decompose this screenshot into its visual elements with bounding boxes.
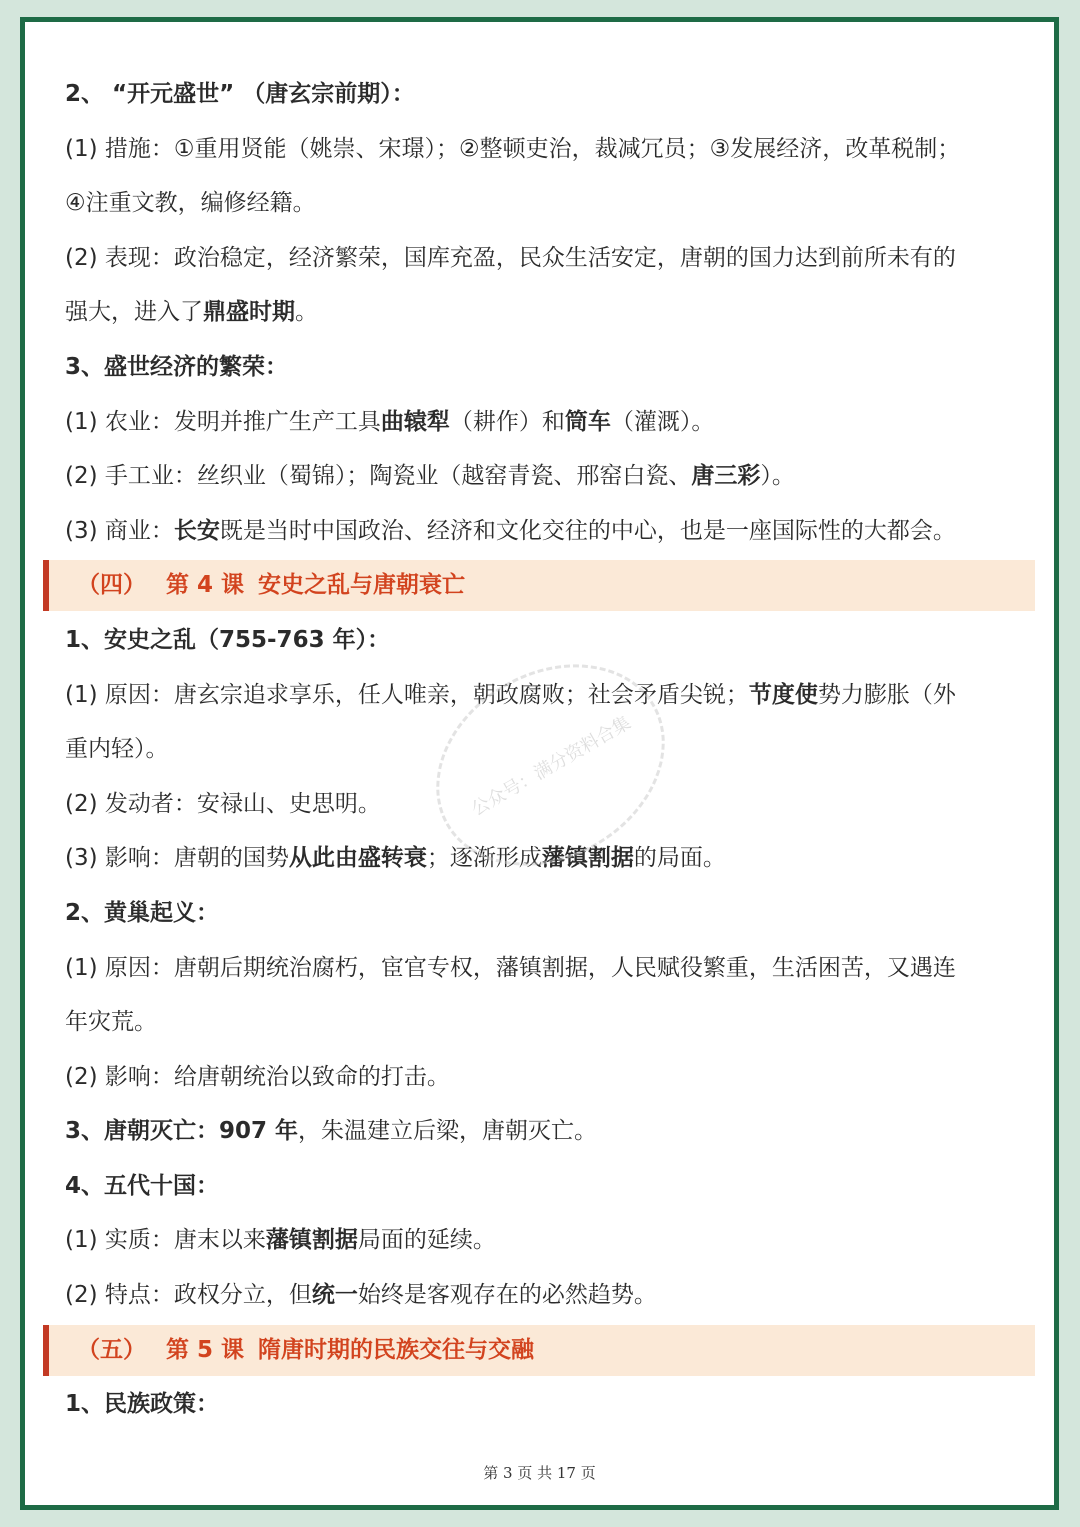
text-segment: (1) 原因：唐朝后期统治腐朽，宦官专权，藩镇割据，人民赋役繁重，生活困苦，又遇连 <box>65 954 956 981</box>
text-segment: (1) 原因：唐玄宗追求享乐，任人唯亲，朝政腐败；社会矛盾尖锐； <box>65 681 749 708</box>
text-segment: （灌溉）。 <box>610 408 715 435</box>
text-line <box>65 122 1020 177</box>
text-segment: ）。 <box>760 463 795 490</box>
text-line <box>65 285 1020 340</box>
bold-text: 1、安史之乱（755-763 年）： <box>65 626 391 653</box>
subheading-line <box>65 613 1020 668</box>
bold-text: 唐三彩 <box>691 463 761 490</box>
text-segment: 重内轻）。 <box>65 736 169 763</box>
page-footer: 第 3 页 共 17 页 <box>483 1464 596 1482</box>
text-line <box>65 668 1020 723</box>
bold-text: 4、五代十国： <box>65 1172 220 1199</box>
text-line <box>65 995 1020 1050</box>
text-segment: (2) 发动者：安禄山、史思明。 <box>65 790 381 817</box>
text-segment: (1) 实质：唐末以来 <box>65 1227 266 1254</box>
bold-text: 筒车 <box>564 408 611 435</box>
text-segment: ；逐渐形成 <box>426 845 542 872</box>
text-line <box>65 777 1020 832</box>
text-segment: (2) 影响：给唐朝统治以致命的打击。 <box>65 1063 450 1090</box>
section-number: （五） <box>77 1336 146 1363</box>
text-segment: （耕作）和 <box>449 408 565 435</box>
text-segment: (3) 影响：唐朝的国势 <box>65 845 289 872</box>
subheading-line <box>65 67 1020 122</box>
subheading-line <box>65 886 1020 941</box>
text-line <box>65 722 1020 777</box>
subheading-line <box>65 1104 1020 1159</box>
text-line <box>65 1213 1020 1268</box>
subheading-line <box>65 1377 1020 1432</box>
bold-text: 3、盛世经济的繁荣： <box>65 353 289 380</box>
section-number: （四） <box>77 572 146 599</box>
text-line <box>65 231 1020 286</box>
section-header-text <box>77 558 465 613</box>
text-segment: (3) 商业： <box>65 517 174 544</box>
document-page <box>20 17 1059 1510</box>
bold-text: 鼎盛时期 <box>203 299 295 326</box>
subheading-line <box>65 1159 1020 1214</box>
bold-text: 3、唐朝灭亡：907 年 <box>65 1118 299 1145</box>
bold-text: 藩镇割据 <box>265 1227 358 1254</box>
bold-text: 藩镇割据 <box>541 845 634 872</box>
subheading-line <box>65 340 1020 395</box>
section-header <box>65 558 1020 613</box>
text-segment: 年灾荒。 <box>65 1009 157 1036</box>
lesson-number: 第 4 课 <box>166 572 245 599</box>
text-segment: ④注重文教，编修经籍。 <box>65 190 316 217</box>
text-line <box>65 176 1020 231</box>
text-line <box>65 449 1020 504</box>
text-segment: (2) 表现：政治稳定，经济繁荣，国库充盈，民众生活安定，唐朝的国力达到前所未有的 <box>65 244 956 271</box>
text-line <box>65 1050 1020 1105</box>
bold-text: 曲辕犁 <box>380 408 450 435</box>
text-line <box>65 504 1020 559</box>
bold-text: 统一 <box>311 1282 358 1309</box>
text-segment: (2) 手工业：丝织业（蜀锦）；陶瓷业（越窑青瓷、邢窑白瓷、 <box>65 463 692 490</box>
watermark-text: 公众号：满分资料合集 <box>468 712 635 821</box>
bold-text: 长安 <box>173 517 220 544</box>
text-segment: 强大，进入了 <box>65 299 203 326</box>
lesson-title: 隋唐时期的民族交往与交融 <box>258 1336 535 1363</box>
text-line <box>65 1268 1020 1323</box>
section-header <box>65 1323 1020 1378</box>
page-content <box>65 67 1020 1432</box>
text-segment: (2) 特点：政权分立，但 <box>65 1282 312 1309</box>
text-line <box>65 941 1020 996</box>
text-segment: 势力膨胀（外 <box>817 681 956 708</box>
bold-text: 从此由盛转衰 <box>288 845 427 872</box>
text-segment: 始终是客观存在的必然趋势。 <box>357 1282 657 1309</box>
text-segment: (1) 农业：发明并推广生产工具 <box>65 408 381 435</box>
lesson-number: 第 5 课 <box>166 1336 245 1363</box>
text-segment: 的局面。 <box>633 845 726 872</box>
bold-text: 2、 “开元盛世” （唐玄宗前期）： <box>65 81 415 107</box>
text-segment: (1) 措施：①重用贤能（姚崇、宋璟）；②整顿吏治，裁减冗员；③发展经济，改革税制； <box>65 135 961 162</box>
bold-text: 1、民族政策： <box>65 1391 220 1418</box>
text-segment: ，朱温建立后梁，唐朝灭亡。 <box>298 1118 598 1145</box>
text-line <box>65 831 1020 886</box>
lesson-title: 安史之乱与唐朝衰亡 <box>258 572 466 599</box>
bold-text: 2、黄巢起义： <box>65 899 220 926</box>
text-segment: 既是当时中国政治、经济和文化交往的中心，也是一座国际性的大都会。 <box>219 517 956 544</box>
bold-text: 节度使 <box>748 681 818 708</box>
text-segment: 。 <box>295 299 318 326</box>
section-header-text <box>77 1323 534 1378</box>
text-line <box>65 395 1020 450</box>
text-segment: 局面的延续。 <box>357 1227 496 1254</box>
